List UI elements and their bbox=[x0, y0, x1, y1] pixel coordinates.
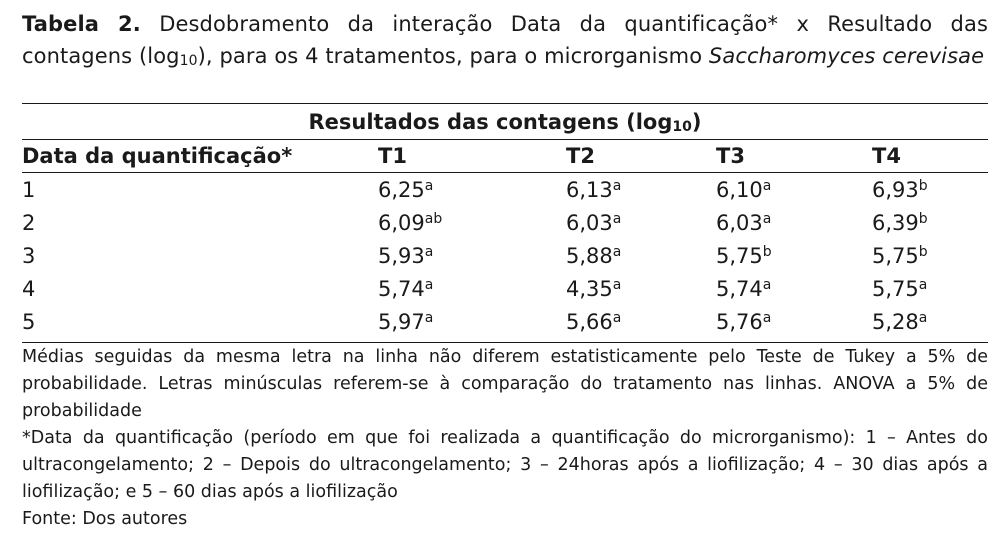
value-cell-t2: 4,35$^a$ bbox=[566, 277, 622, 301]
caption-species: Saccharomyces cerevisae bbox=[708, 44, 985, 68]
column-header-t3: T3 bbox=[716, 144, 745, 168]
date-legend-note: *Data da quantificação (período em que foi realizada a quantificação do microrganismo): 1 – Antes do ultracongelamento; 2 – Depois do ultracongelamento; 3 – 24horas após a liofilização; 4 – 30 dias após a liofilização; e 5 – 60 dias após a liofilização bbox=[22, 428, 988, 502]
row-date: 5 bbox=[22, 310, 36, 334]
value-cell-t4: 5,28$^a$ bbox=[872, 310, 928, 334]
value-cell-t2: 6,03$^a$ bbox=[566, 211, 622, 235]
column-header-t4: T4 bbox=[872, 144, 901, 168]
value-cell-t1: 5,97$^a$ bbox=[378, 310, 434, 334]
value-cell-t3: 5,76$^a$ bbox=[716, 310, 772, 334]
caption-label: Tabela 2. bbox=[22, 12, 141, 36]
row-date: 4 bbox=[22, 277, 36, 301]
table-row bbox=[22, 174, 988, 206]
span-header-subscript: 10 bbox=[672, 119, 692, 135]
table-bottom-rule bbox=[22, 342, 988, 343]
value-cell-t3: 6,10$^a$ bbox=[716, 178, 772, 202]
value-cell-t3: 5,75$^b$ bbox=[716, 244, 772, 268]
table-row bbox=[22, 273, 988, 305]
table-header-row bbox=[22, 140, 988, 172]
column-header-date: Data da quantificação* bbox=[22, 144, 293, 168]
table-row bbox=[22, 207, 988, 239]
column-header-t2: T2 bbox=[566, 144, 595, 168]
row-date: 3 bbox=[22, 244, 36, 268]
value-cell-t4: 5,75$^b$ bbox=[872, 244, 928, 268]
span-header-close: ) bbox=[691, 110, 702, 134]
value-cell-t1: 6,25$^a$ bbox=[378, 178, 434, 202]
value-cell-t1: 5,93$^a$ bbox=[378, 244, 434, 268]
column-header-t1: T1 bbox=[378, 144, 407, 168]
span-header bbox=[22, 106, 988, 138]
row-date: 2 bbox=[22, 211, 36, 235]
value-cell-t1: 6,09$^{ab}$ bbox=[378, 211, 443, 235]
value-cell-t4: 5,75$^a$ bbox=[872, 277, 928, 301]
row-date: 1 bbox=[22, 178, 36, 202]
caption-text-middle: ), para os 4 tratamentos, para o microrganismo bbox=[197, 44, 709, 68]
span-header-text: Resultados das contagens (log bbox=[308, 110, 673, 134]
value-cell-t4: 6,39$^b$ bbox=[872, 211, 928, 235]
header-rule bbox=[22, 172, 988, 173]
value-cell-t2: 5,88$^a$ bbox=[566, 244, 622, 268]
source-note: Fonte: Dos autores bbox=[22, 509, 188, 529]
caption-text-before: Desdobramento da interação Data da quantificação* x Resultado das contagens (log bbox=[22, 12, 988, 68]
value-cell-t3: 6,03$^a$ bbox=[716, 211, 772, 235]
stats-note: Médias seguidas da mesma letra na linha não diferem estatisticamente pelo Teste de Tukey a 5% de probabilidade. Letras minúsculas referem-se à comparação do tratamento nas linhas. ANOVA a 5% de probabilidade bbox=[22, 347, 988, 421]
value-cell-t4: 6,93$^b$ bbox=[872, 178, 928, 202]
caption-log-subscript: 10 bbox=[179, 53, 198, 69]
value-cell-t1: 5,74$^a$ bbox=[378, 277, 434, 301]
table-row bbox=[22, 240, 988, 272]
value-cell-t2: 5,66$^a$ bbox=[566, 310, 622, 334]
value-cell-t2: 6,13$^a$ bbox=[566, 178, 622, 202]
table-row bbox=[22, 306, 988, 338]
value-cell-t3: 5,74$^a$ bbox=[716, 277, 772, 301]
table-caption bbox=[22, 8, 988, 72]
table-top-rule bbox=[22, 103, 988, 104]
table-notes bbox=[22, 344, 988, 533]
